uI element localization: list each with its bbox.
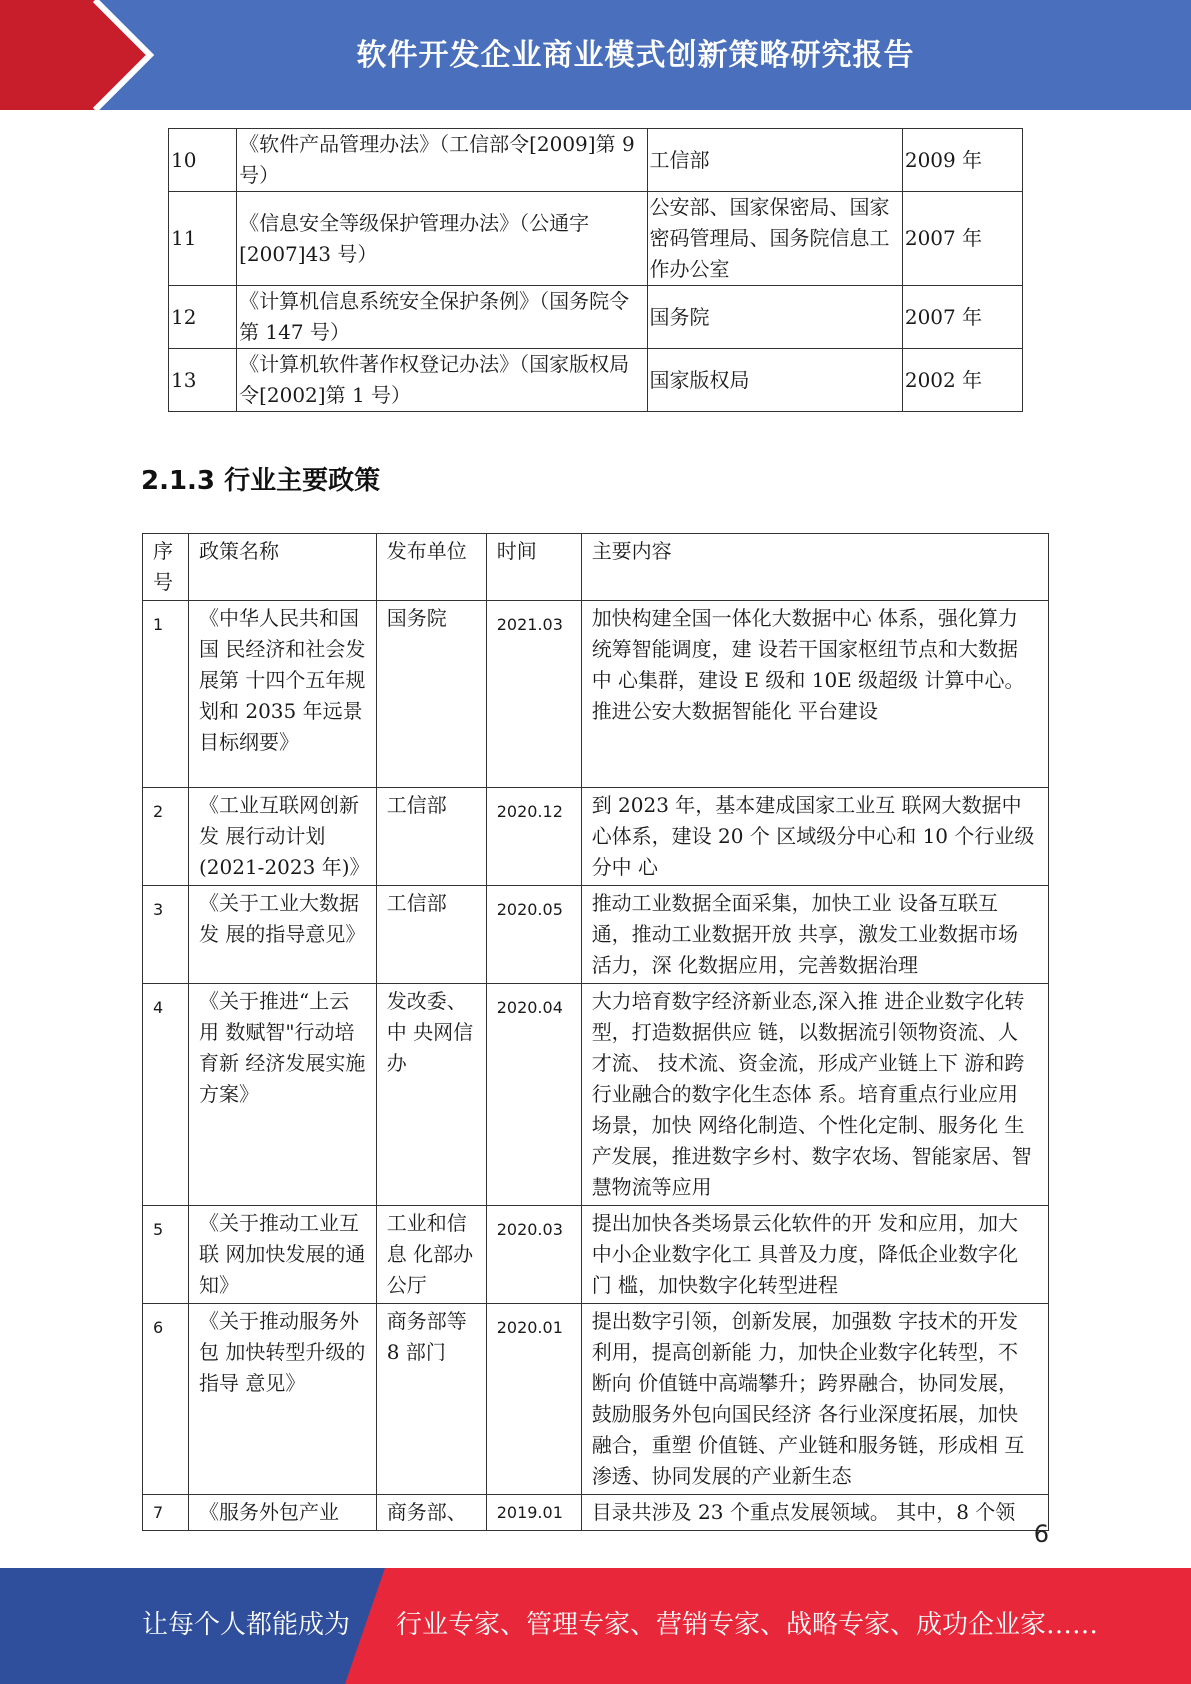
regulation-year: 2002 年 — [902, 349, 1022, 412]
policy-date: 2020.12 — [486, 788, 581, 886]
table-row — [143, 1495, 1049, 1531]
policy-name: 《关于推动工业互联 网加快发展的通知》 — [188, 1206, 376, 1304]
regulation-name: 《计算机信息系统安全保护条例》（国务院令第 147 号） — [237, 286, 647, 349]
header-date: 时间 — [486, 534, 581, 601]
table-row — [169, 286, 1023, 349]
row-number: 3 — [143, 886, 189, 984]
policy-name: 《关于推动服务外包 加快转型升级的指导 意见》 — [188, 1304, 376, 1495]
row-number: 13 — [169, 349, 237, 412]
row-number: 11 — [169, 192, 237, 286]
regulations-table — [168, 128, 1023, 412]
page-footer — [0, 1568, 1191, 1684]
policy-issuer: 商务部、 — [376, 1495, 486, 1531]
regulation-name: 《计算机软件著作权登记办法》（国家版权局令[2002]第 1 号） — [237, 349, 647, 412]
policy-issuer: 商务部等 8 部门 — [376, 1304, 486, 1495]
table-row — [143, 886, 1049, 984]
table-row — [169, 349, 1023, 412]
header-content: 主要内容 — [581, 534, 1048, 601]
page-header — [0, 0, 1191, 110]
policy-date: 2020.05 — [486, 886, 581, 984]
policy-content: 加快构建全国一体化大数据中心 体系，强化算力统筹智能调度，建 设若干国家枢纽节点和大数据中 心集群，建设 E 级和 10E 级超级 计算中心。推进公安大数据智能化 平台建设 — [581, 601, 1048, 788]
policy-issuer: 工信部 — [376, 788, 486, 886]
policy-issuer: 工信部 — [376, 886, 486, 984]
regulation-issuer: 国家版权局 — [647, 349, 902, 412]
row-number: 10 — [169, 129, 237, 192]
regulation-year: 2007 年 — [902, 286, 1022, 349]
regulation-issuer: 国务院 — [647, 286, 902, 349]
table-row — [143, 601, 1049, 788]
regulation-year: 2007 年 — [902, 192, 1022, 286]
policy-content: 大力培育数字经济新业态,深入推 进企业数字化转型，打造数据供应 链，以数据流引领物资流、人才流、 技术流、资金流，形成产业链上下 游和跨行业融合的数字化生态体 系。培育重点行业应用场景，加快 网络化制造、个性化定制、服务化 生产发展，推进数字乡村、数字农场、智能家居、智慧物流等应用 — [581, 984, 1048, 1206]
row-number: 6 — [143, 1304, 189, 1495]
footer-slogan-right: 行业专家、管理专家、营销专家、战略专家、成功企业家…… — [396, 1610, 1099, 1640]
policy-content: 目录共涉及 23 个重点发展领域。 其中，8 个领 — [581, 1495, 1048, 1531]
header-name: 政策名称 — [188, 534, 376, 601]
policy-date: 2020.03 — [486, 1206, 581, 1304]
regulation-issuer: 公安部、国家保密局、国家密码管理局、国务院信息工作办公室 — [647, 192, 902, 286]
footer-slogan-left: 让每个人都能成为 — [142, 1610, 351, 1640]
policy-issuer: 工业和信息 化部办公厅 — [376, 1206, 486, 1304]
policy-content: 推动工业数据全面采集，加快工业 设备互联互通，推动工业数据开放 共享，激发工业数据市场活力，深 化数据应用，完善数据治理 — [581, 886, 1048, 984]
policy-name: 《中华人民共和国国 民经济和社会发展第 十四个五年规划和 2035 年远景目标纲要》 — [188, 601, 376, 788]
table-row — [169, 192, 1023, 286]
policy-date: 2020.04 — [486, 984, 581, 1206]
policy-date: 2020.01 — [486, 1304, 581, 1495]
regulation-year: 2009 年 — [902, 129, 1022, 192]
regulation-name: 《软件产品管理办法》（工信部令[2009]第 9 号） — [237, 129, 647, 192]
row-number: 12 — [169, 286, 237, 349]
policy-name: 《关于工业大数据发 展的指导意见》 — [188, 886, 376, 984]
policy-date: 2021.03 — [486, 601, 581, 788]
table-header-row — [143, 534, 1049, 601]
table-row — [143, 1206, 1049, 1304]
section-heading: 2.1.3 行业主要政策 — [141, 466, 381, 496]
policy-content: 提出数字引领，创新发展，加强数 字技术的开发利用，提高创新能 力，加快企业数字化转型，不断向 价值链中高端攀升；跨界融合，协同发展，鼓励服务外包向国民经济 各行业深度拓展，加快融合，重塑 价值链、产业链和服务链，形成相 互渗透、协同发展的产业新生态 — [581, 1304, 1048, 1495]
policy-content: 到 2023 年，基本建成国家工业互 联网大数据中心体系，建设 20 个 区域级分中心和 10 个行业级分中 心 — [581, 788, 1048, 886]
table-row — [143, 984, 1049, 1206]
policy-content: 提出加快各类场景云化软件的开 发和应用，加大中小企业数字化工 具普及力度，降低企业数字化门 槛，加快数字化转型进程 — [581, 1206, 1048, 1304]
row-number: 7 — [143, 1495, 189, 1531]
policy-table — [142, 533, 1049, 1531]
header-no: 序号 — [143, 534, 189, 601]
row-number: 5 — [143, 1206, 189, 1304]
row-number: 4 — [143, 984, 189, 1206]
report-title: 软件开发企业商业模式创新策略研究报告 — [356, 38, 915, 73]
regulation-name: 《信息安全等级保护管理办法》（公通字 [2007]43 号） — [237, 192, 647, 286]
policy-name: 《服务外包产业 — [188, 1495, 376, 1531]
policy-name: 《关于推进“上云用 数赋智"行动培育新 经济发展实施方案》 — [188, 984, 376, 1206]
row-number: 2 — [143, 788, 189, 886]
header-issuer: 发布单位 — [376, 534, 486, 601]
table-row — [143, 1304, 1049, 1495]
table-row — [169, 129, 1023, 192]
table-row — [143, 788, 1049, 886]
policy-issuer: 国务院 — [376, 601, 486, 788]
regulation-issuer: 工信部 — [647, 129, 902, 192]
policy-date: 2019.01 — [486, 1495, 581, 1531]
row-number: 1 — [143, 601, 189, 788]
policy-name: 《工业互联网创新发 展行动计划(2021-2023 年)》 — [188, 788, 376, 886]
page-number: 6 — [1033, 1520, 1049, 1548]
policy-issuer: 发改委、中 央网信办 — [376, 984, 486, 1206]
